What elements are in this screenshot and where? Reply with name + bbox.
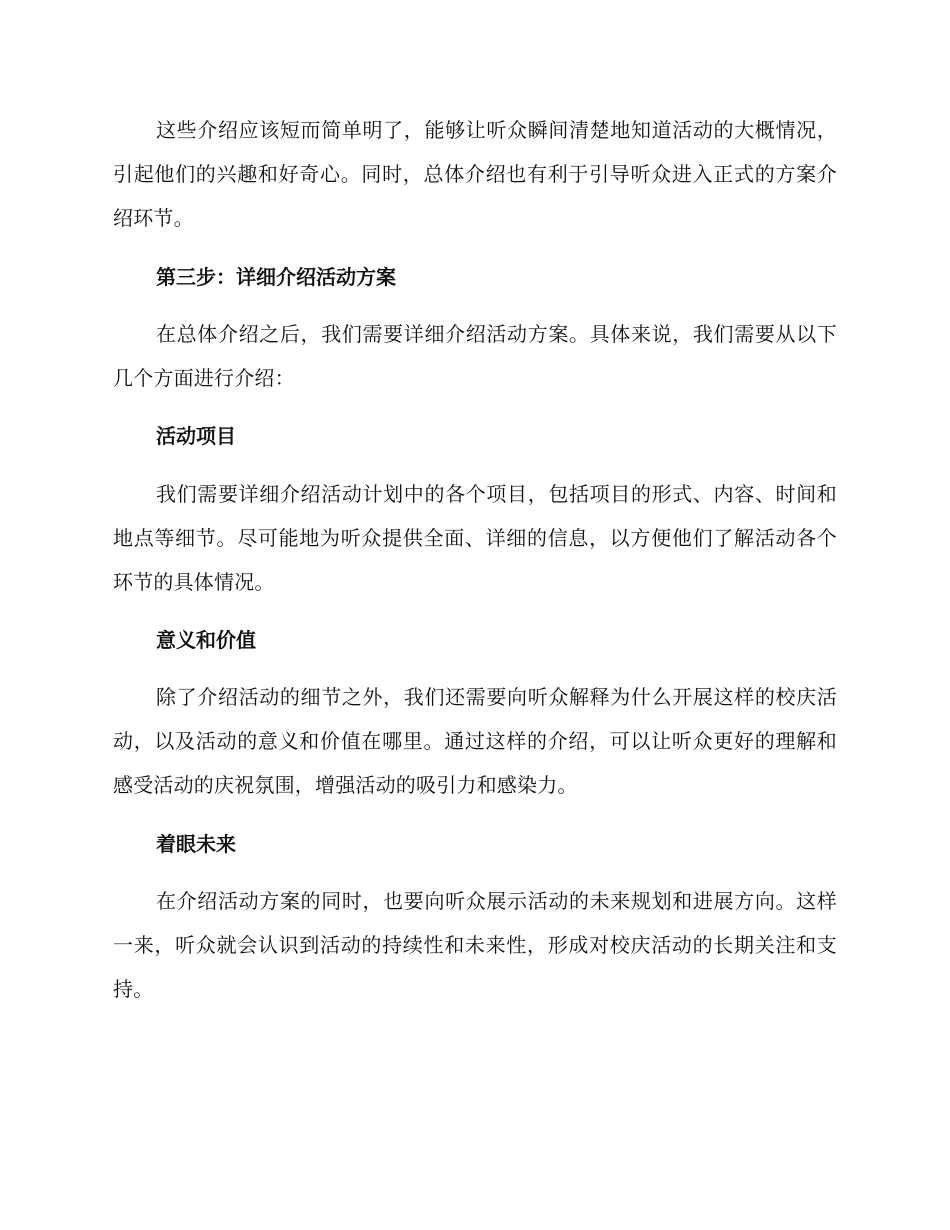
paragraph-meaning-value: 除了介绍活动的细节之外，我们还需要向听众解释为什么开展这样的校庆活动，以及活动的意义和价值在哪里。通过这样的介绍，可以让听众更好的理解和感受活动的庆祝氛围，增强活动的吸引力和感染力。	[113, 685, 837, 797]
heading-step-three: 第三步：详细介绍活动方案	[156, 265, 396, 289]
paragraph-detail-intro: 在总体介绍之后，我们需要详细介绍活动方案。具体来说，我们需要从以下几个方面进行介绍：	[113, 322, 837, 390]
paragraph-future: 在介绍活动方案的同时，也要向听众展示活动的未来规划和进展方向。这样一来，听众就会认识到活动的持续性和未来性，形成对校庆活动的长期关注和支持。	[113, 889, 837, 1001]
heading-meaning-value: 意义和价值	[156, 628, 256, 652]
heading-future: 着眼未来	[156, 832, 236, 856]
paragraph-activity-items: 我们需要详细介绍活动计划中的各个项目，包括项目的形式、内容、时间和地点等细节。尽可能地为听众提供全面、详细的信息，以方便他们了解活动各个环节的具体情况。	[113, 482, 837, 594]
paragraph-intro-summary: 这些介绍应该短而简单明了，能够让听众瞬间清楚地知道活动的大概情况，引起他们的兴趣和好奇心。同时，总体介绍也有利于引导听众进入正式的方案介绍环节。	[113, 118, 837, 230]
heading-activity-items: 活动项目	[156, 424, 236, 448]
